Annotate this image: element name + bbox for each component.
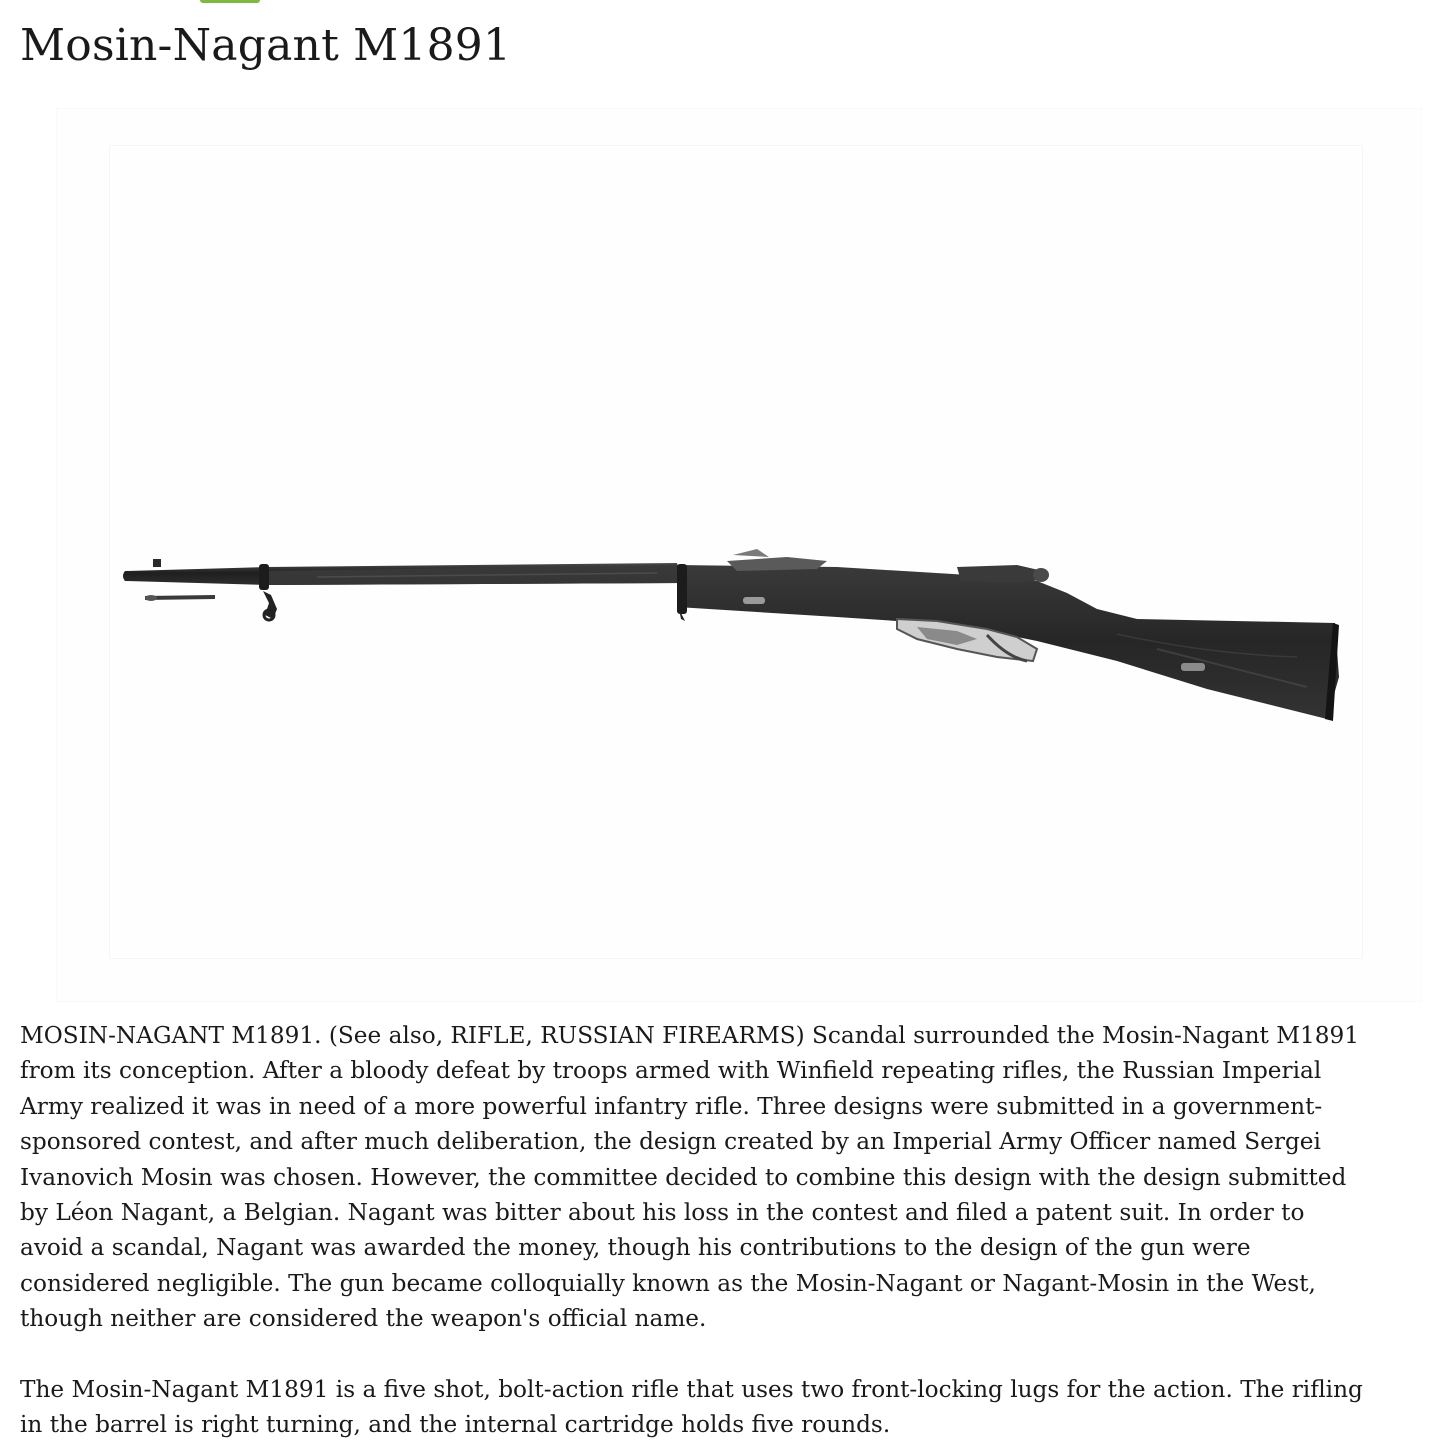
rifle-image	[57, 109, 1421, 1001]
top-accent-bar	[200, 0, 260, 3]
rifle-stock	[269, 565, 1339, 719]
rifle-figure	[56, 108, 1422, 1002]
article-title: Mosin-Nagant M1891	[20, 20, 512, 71]
article-paragraph-history: MOSIN-NAGANT M1891. (See also, RIFLE, RUSSIAN FIREARMS) Scandal surrounded the Mosin-Nagant M1891 from its conception. After a bloody defeat by troops armed with Winfield repeating rifles, the Russian Imperial Army realized it was in need of a more powerful infantry rifle. Three designs were submitted in a government-sponsored contest, and after much deliberation, the design created by an Imperial Army Officer named Sergei Ivanovich Mosin was chosen. However, the committee decided to combine this design with the design submitted by Léon Nagant, a Belgian. Nagant was bitter about his loss in the contest and filed a patent suit. In order to avoid a scandal, Nagant was awarded the money, though his contributions to the design of the gun were considered negligible. The gun became colloquially known as the Mosin-Nagant or Nagant-Mosin in the West, though neither are considered the weapon's official name.	[20, 1022, 1359, 1333]
article-paragraph-description: The Mosin-Nagant M1891 is a five shot, bolt-action rifle that uses two front-locking lugs for the action. The rifling in the barrel is right turning, and the internal cartridge holds five rounds.	[20, 1375, 1363, 1439]
article-body	[20, 1018, 1365, 1452]
